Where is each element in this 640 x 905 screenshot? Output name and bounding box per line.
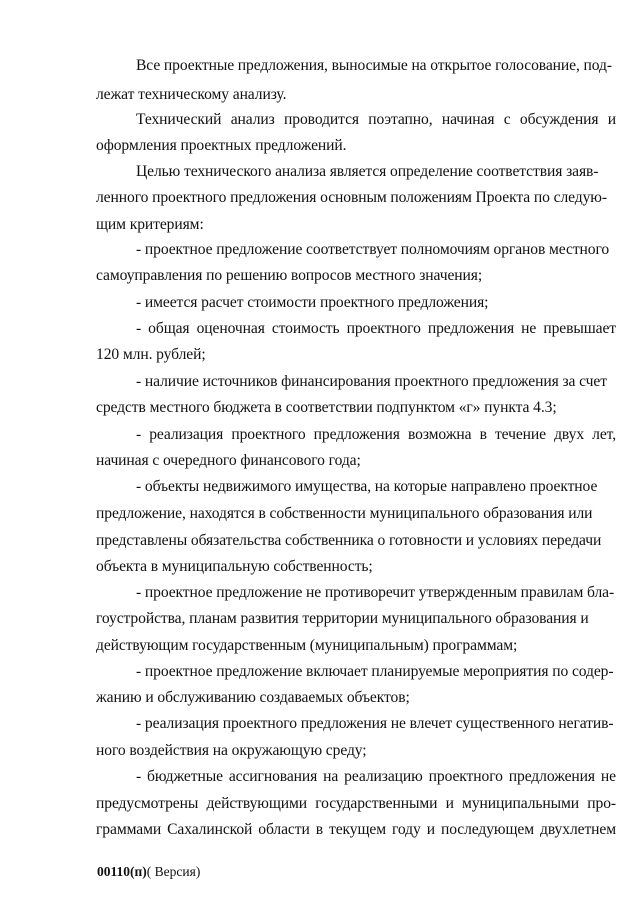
list-item-line: - имеется расчет стоимости проектного предложения; — [136, 294, 489, 311]
list-item-line: - реализация проектного предложения возможна в течение двух лет, — [136, 426, 616, 443]
list-item-line: предусмотрены действующими государственными и муниципальными про- — [96, 795, 616, 812]
list-item-line: - бюджетные ассигнования на реализацию проектного предложения не — [136, 768, 616, 785]
text-line: лежат техническому анализу. — [96, 86, 287, 103]
list-item-line: объекта в муниципальную собственность; — [96, 558, 373, 575]
list-item-line: начиная с очередного финансового года; — [96, 452, 361, 469]
text-line: Все проектные предложения, выносимые на открытое голосование, под- — [136, 57, 612, 74]
text-line: ленного проектного предложения основным положениям Проекта по следую- — [96, 189, 607, 206]
list-item-line: гоустройства, планам развития территории муниципального образования и — [96, 610, 589, 627]
footer-label: ( Версия) — [146, 864, 201, 879]
list-item-line: граммами Сахалинской области в текущем году и последующем двухлетнем — [96, 821, 616, 838]
text-line: Технический анализ проводится поэтапно, начиная с обсуждения и — [136, 111, 616, 128]
list-item-line: - общая оценочная стоимость проектного предложения не превышает — [136, 320, 616, 337]
list-item-line: действующим государственным (муниципальным) программам; — [96, 637, 518, 654]
list-item-line: - проектное предложение включает планируемые мероприятия по содер- — [136, 663, 614, 680]
list-item-line: средств местного бюджета в соответствии подпунктом «г» пункта 4.3; — [96, 399, 557, 416]
list-item-line: - объекты недвижимого имущества, на которые направлено проектное — [136, 478, 598, 495]
text-line: оформления проектных предложений. — [96, 137, 347, 154]
list-item-line: 120 млн. рублей; — [96, 346, 206, 363]
text-line: щим критериям: — [96, 216, 204, 233]
list-item-line: - наличие источников финансирования проектного предложения за счет — [136, 373, 607, 390]
list-item-line: предложение, находятся в собственности муниципального образования или — [96, 505, 593, 522]
list-item-line: - реализация проектного предложения не влечет существенного негатив- — [136, 715, 614, 732]
list-item-line: представлены обязательства собственника о готовности и условиях передачи — [96, 532, 602, 549]
footer-version — [97, 864, 200, 880]
list-item-line: жанию и обслуживанию создаваемых объектов; — [96, 689, 410, 706]
footer-code: 00110(п) — [97, 864, 147, 879]
text-line: Целью технического анализа является определение соответствия заяв- — [136, 163, 599, 180]
list-item-line: самоуправления по решению вопросов местного значения; — [96, 267, 483, 284]
list-item-line: ного воздействия на окружающую среду; — [96, 742, 367, 759]
list-item-line: - проектное предложение не противоречит утвержденным правилам бла- — [136, 584, 615, 601]
list-item-line: - проектное предложение соответствует полномочиям органов местного — [136, 241, 610, 258]
